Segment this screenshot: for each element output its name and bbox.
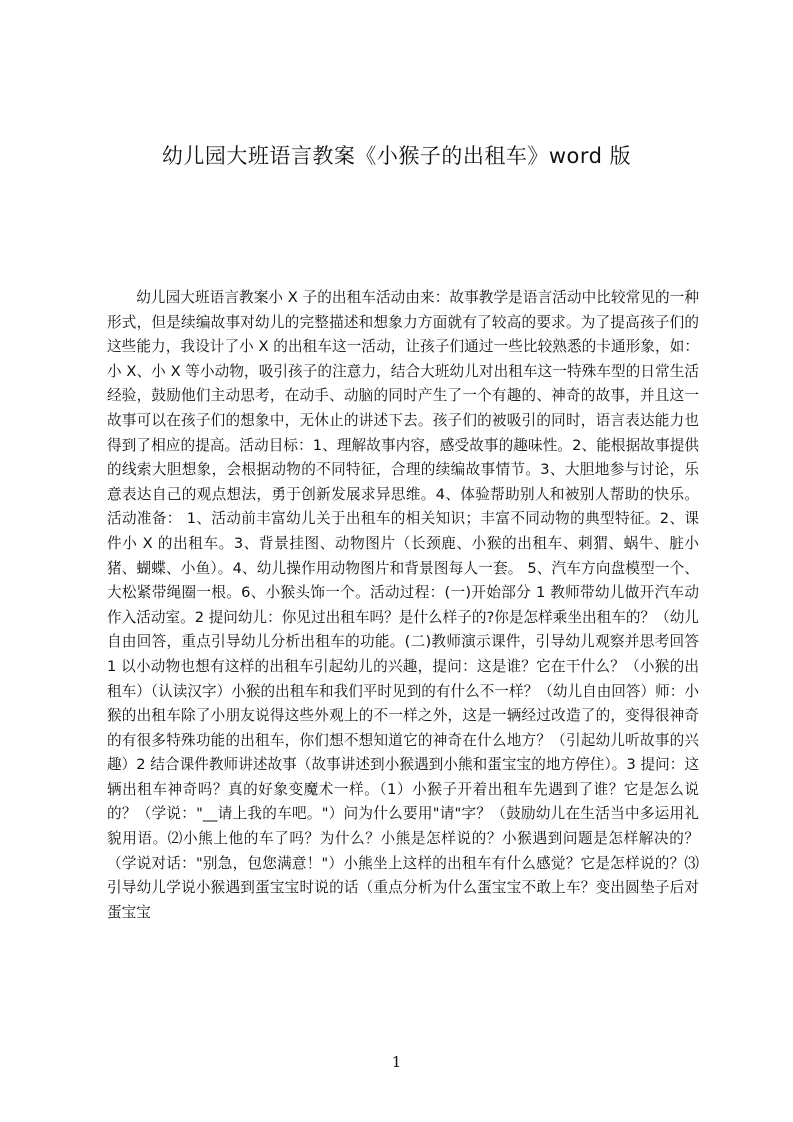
body-paragraph: 幼儿园大班语言教案小 X 子的出租车活动由来：故事教学是语言活动中比较常见的一种形式，但是续编故事对幼儿的完整描述和想象力方面就有了较高的要求。为了提高孩子们的这些能力，我设计了小 X 的出租车这一活动，让孩子们通过一些比较熟悉的卡通形象，如：小 X、小 X 等小动物，吸引孩子的注意力，结合大班幼儿对出租车这一特殊车型的日常生活经验，鼓励他们主动思考，在动手、动脑的同时产生了一个有趣的、神奇的故事，并且这一故事可以在孩子们的想象中，无休止的讲述下去。孩子们的被吸引的同时，语言表达能力也得到了相应的提高。活动目标：1、理解故事内容，感受故事的趣味性。2、能根据故事提供的线索大胆想象，会根据动物的不同特征，合理的续编故事情节。3、大胆地参与讨论，乐意表达自己的观点想法，勇于创新发展求异思维。4、体验帮助别人和被别人帮助的快乐。活动准备： 1、活动前丰富幼儿关于出租车的相关知识；丰富不同动物的典型特征。2、课件小 X 的出租车。3、背景挂图、动物图片（长颈鹿、小猴的出租车、刺猬、蜗牛、脏小猪、蝴蝶、小鱼）。4、幼儿操作用动物图片和背景图每人一套。 5、汽车方向盘模型一个、大松紧带绳圈一根。6、小猴头饰一个。活动过程：(一)开始部分 1 教师带幼儿做开汽车动作入活动室。2 提问幼儿：你见过出租车吗？是什么样子的?你是怎样乘坐出租车的？（幼儿自由回答，重点引导幼儿分析出租车的功能。(二)教师演示课件，引导幼儿观察并思考回答 1 以小动物也想有这样的出租车引起幼儿的兴趣，提问：这是谁？它在干什么？（小猴的出租车）（认读汉字）小猴的出租车和我们平时见到的有什么不一样？（幼儿自由回答）师：小猴的出租车除了小朋友说得这些外观上的不一样之外，这是一辆经过改造了的，变得很神奇的有很多特殊功能的出租车，你们想不想知道它的神奇在什么地方？（引起幼儿听故事的兴趣）2 结合课件教师讲述故事（故事讲述到小猴遇到小熊和蛋宝宝的地方停住）。3 提问：这辆出租车神奇吗？真的好象变魔术一样。（1）小猴子开着出租车先遇到了谁？它是怎么说的？（学说："__请上我的车吧。"）问为什么要用"请"字？（鼓励幼儿在生活当中多运用礼貌用语。⑵小熊上他的车了吗？为什么？小熊是怎样说的？小猴遇到问题是怎样解决的？（学说对话："别急，包您满意！"）小熊坐上这样的出租车有什么感觉？它是怎样说的？⑶引导幼儿学说小猴遇到蛋宝宝时说的话（重点分析为什么蛋宝宝不敢上车？变出圆垫子后对蛋宝宝 xyxy=(107,289,699,921)
page-title: 幼儿园大班语言教案《小猴子的出租车》word 版 xyxy=(161,144,632,168)
page-number: 1 xyxy=(391,1053,402,1071)
